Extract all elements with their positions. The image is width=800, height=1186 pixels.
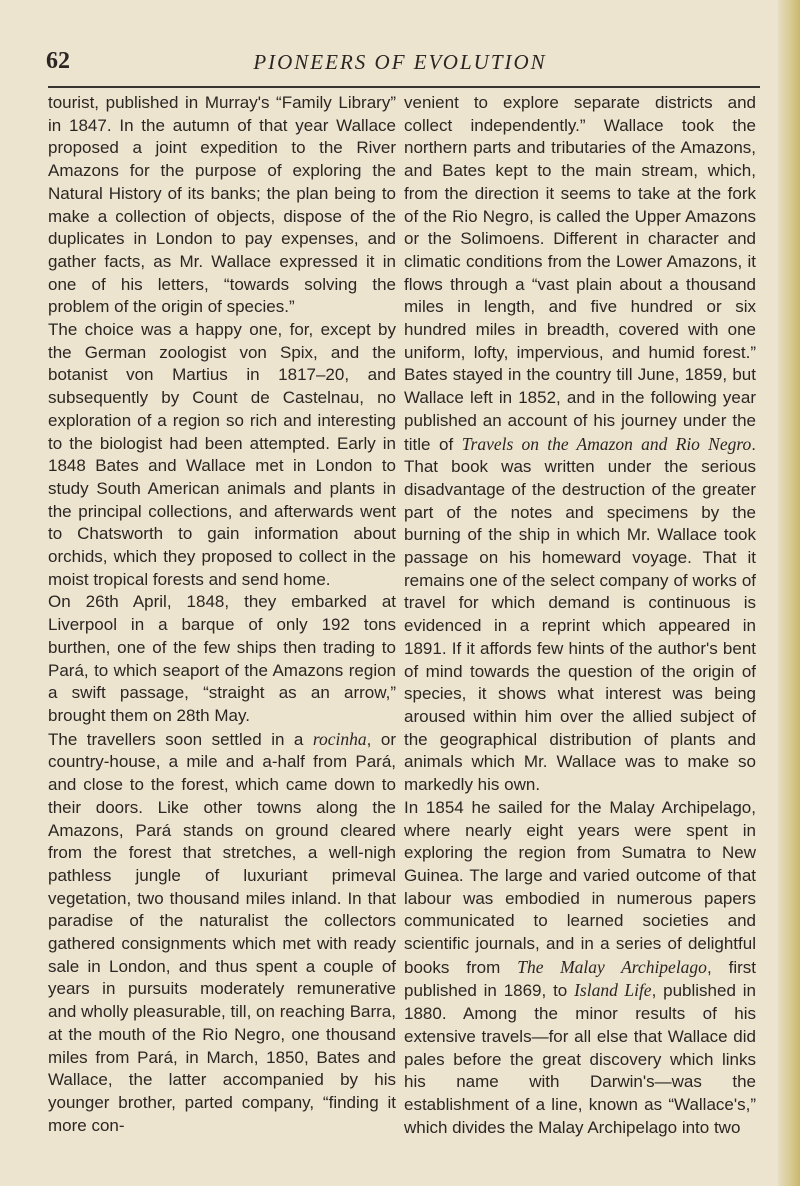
- paragraph: venient to explore separate districts and collect independently.” Wallace took the northern parts and tributaries of the Amazons, and Bates kept to the main stream, which, from the direction it seems to take at the fork of the Rio Negro, is called the Upper Amazons or the Solimoens. Different in character and climatic conditions from the Lower Amazons, it flows through a “vast plain about a thousand miles in length, and five hundred or six hundred miles in breadth, covered with one uniform, lofty, impervious, and humid forest.” Bates stayed in the country till June, 1859, but Wallace left in 1852, and in the following year published an account of his journey under the title of Travels on the Amazon and Rio Negro. That book was written under the serious disadvantage of the destruction of the greater part of the notes and specimens by the burning of the ship in which Mr. Wallace took passage on his homeward voyage. That it remains one of the select company of works of travel for which demand is continuous is evidenced in a reprint which appeared in 1891. If it affords few hints of the author's bent of mind towards the question of the origin of species, it shows what interest was being aroused within him over the allied subject of the geographical distribution of plants and animals which Mr. Wallace was to make so markedly his own.: [404, 93, 756, 795]
- book-title: Island Life: [574, 980, 652, 1001]
- page-edge: [778, 0, 800, 1186]
- paragraph: The travellers soon settled in a rocinha, or country-house, a mile and a-half from Pará, and close to the forest, which came down to their doors. Like other towns along the Amazons, Pará stands on ground cleared from the forest that stretches, a well-nigh pathless jungle of luxuriant primeval vegetation, two thousand miles inland. In that paradise of the naturalist the collectors gathered consignments which met with ready sale in London, and thus spent a couple of years in pursuits moderately remunerative and wholly pleasurable, till, on reaching Barra, at the mouth of the Rio Negro, one thousand miles from Pará, in March, 1850, Bates and Wallace, the latter accompanied by his younger brother, parted company, “finding it more con-: [48, 728, 397, 1135]
- paragraph: In 1854 he sailed for the Malay Archipelago, where nearly eight years were spent in exploring the region from Sumatra to New Guinea. The large and varied outcome of that labour was embodied in numerous papers communicated to learned societies and scientific journals, and in a series of delightful books from The Malay Archipelago, first published in 1869, to Island Life, published in 1880. Among the minor results of his extensive travels—for all else that Wallace did pales before the great discovery which links his name with Darwin's—was the establishment of a line, known as “Wallace's,” which divides the Malay Archipelago into two: [404, 797, 756, 1137]
- paragraph: The choice was a happy one, for, except by the German zoologist von Spix, and the botanist von Martius in 1817–20, and subsequently by Count de Castelnau, no exploration of a region so rich and interesting to the biologist had been attempted. Early in 1848 Bates and Wallace met in London to study South American animals and plants in the principal collections, and afterwards went to Chatsworth to gain information about orchids, which they proposed to collect in the moist tropical forests and send home.: [48, 320, 396, 589]
- paragraph: On 26th April, 1848, they embarked at Liverpool in a barque of only 192 tons burthen, one of the few ships then trading to Pará, to which seaport of the Amazons region a swift passage, “straight as an arrow,” brought them on 28th May.: [48, 592, 396, 725]
- header-rule: [48, 86, 760, 88]
- page-number: 62: [46, 48, 70, 74]
- book-title: Travels on the Amazon and Rio Negro: [461, 433, 752, 454]
- paragraph: tourist, published in Murray's “Family Library” in 1847. In the autumn of that year Wallace proposed a joint expedition to the River Amazons for the purpose of exploring the Natural History of its banks; the plan being to make a collection of objects, dispose of the duplicates in London to pay expenses, and gather facts, as Mr. Wallace expressed it in one of his letters, “towards solving the problem of the origin of species.”: [48, 93, 396, 317]
- page-header: [40, 44, 760, 84]
- book-title: The Malay Archipelago: [517, 956, 707, 977]
- running-title: PIONEERS OF EVOLUTION: [253, 50, 547, 74]
- italic-term: rocinha: [312, 728, 367, 749]
- right-column: [404, 92, 756, 1139]
- left-column: [48, 92, 396, 1137]
